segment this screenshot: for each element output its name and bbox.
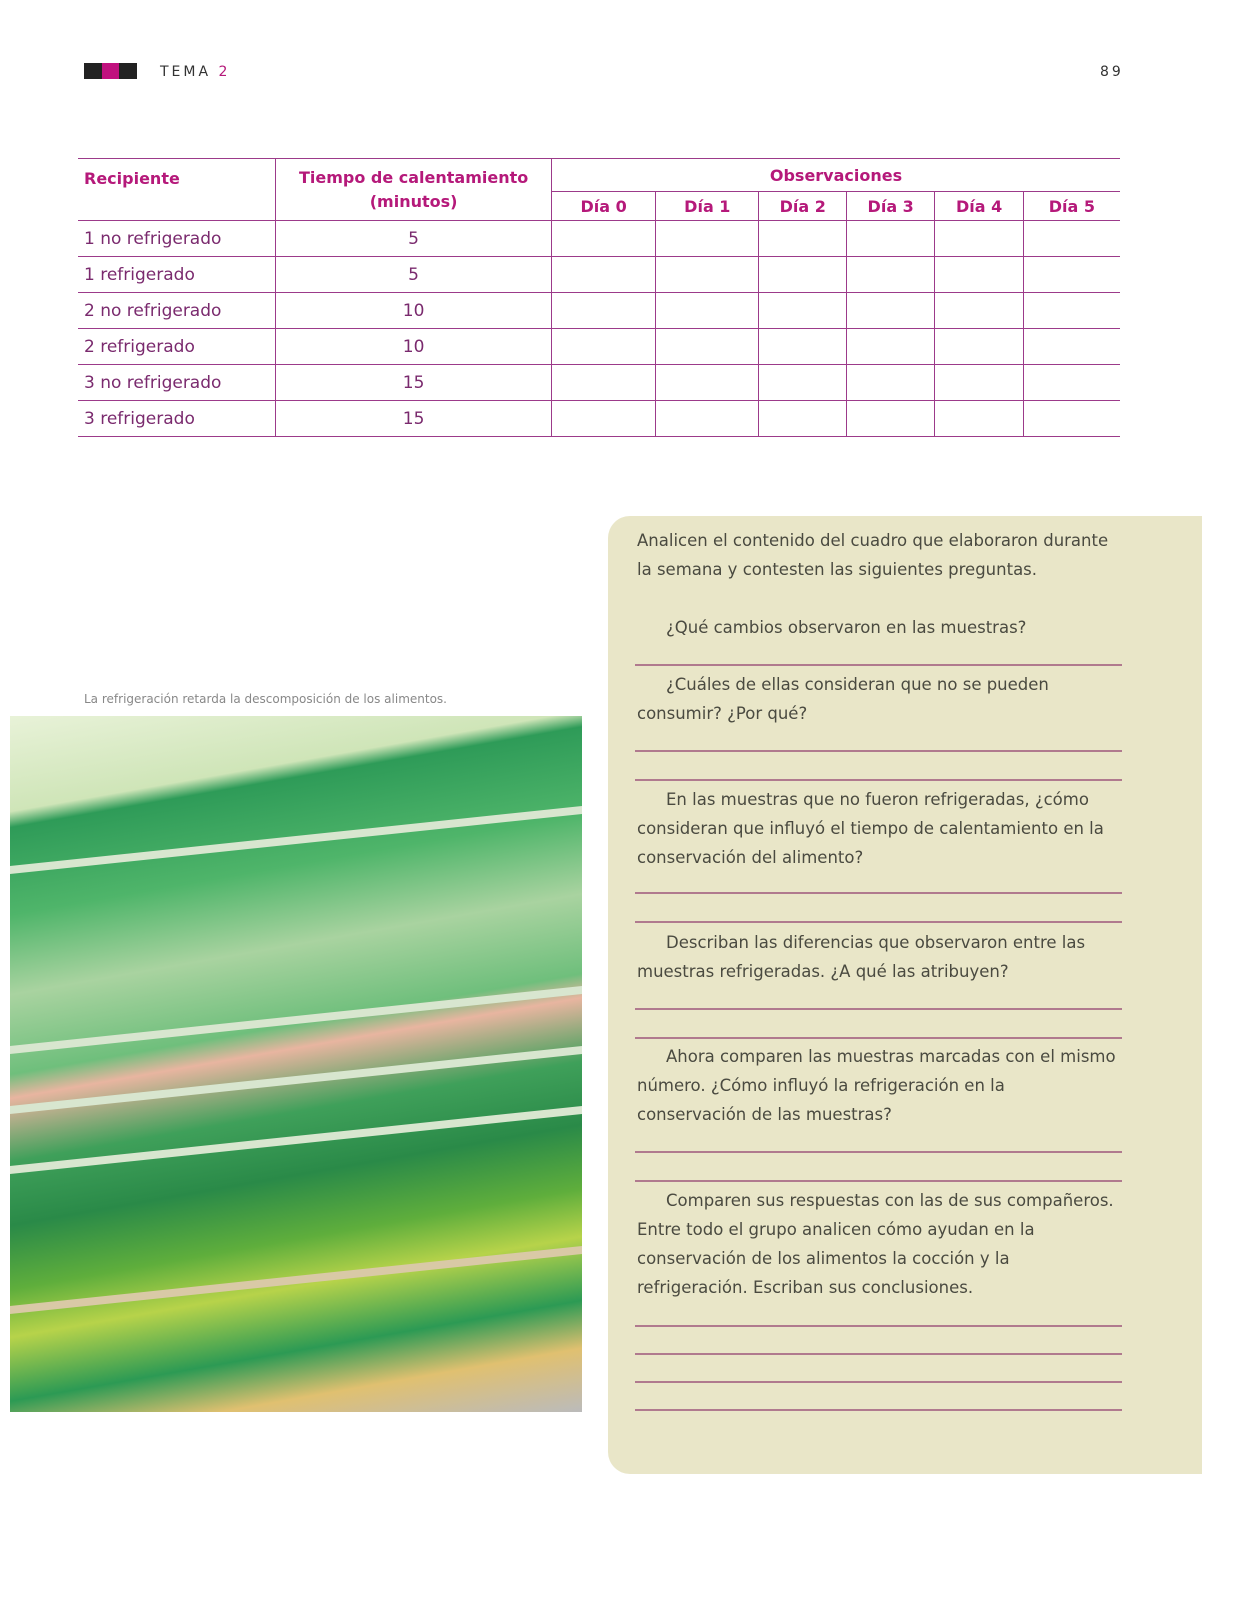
shelf [10, 1106, 582, 1174]
shelf [10, 1046, 582, 1114]
answer-line[interactable] [635, 664, 1122, 666]
question-4: Describan las diferencias que observaron entre las muestras refrigeradas. ¿A qué las atribuyen? [637, 933, 1086, 981]
observation-cell[interactable] [846, 257, 934, 293]
answer-line[interactable] [635, 779, 1122, 781]
activity-box [608, 516, 1202, 1474]
observation-cell[interactable] [935, 365, 1023, 401]
observation-cell[interactable] [1023, 221, 1120, 257]
table-row [78, 221, 1120, 257]
recipiente-cell: 1 refrigerado [78, 257, 276, 293]
observation-cell[interactable] [552, 401, 656, 437]
answer-line[interactable] [635, 1325, 1122, 1327]
observation-cell[interactable] [1023, 401, 1120, 437]
header-day: Día 1 [656, 192, 759, 221]
observation-cell[interactable] [656, 293, 759, 329]
observation-cell[interactable] [552, 221, 656, 257]
tiempo-cell: 10 [276, 293, 552, 329]
activity-intro: Analicen el contenido del cuadro que elaboraron durante la semana y contesten las siguientes preguntas. [637, 531, 1109, 579]
figure-caption: La refrigeración retarda la descomposición de los alimentos. [84, 692, 447, 706]
section-marker [102, 63, 119, 79]
observation-cell[interactable] [759, 293, 847, 329]
header-observaciones: Observaciones [552, 159, 1120, 192]
header-day: Día 3 [846, 192, 934, 221]
section-number: 2 [218, 64, 231, 80]
observation-cell[interactable] [1023, 257, 1120, 293]
table-row [78, 329, 1120, 365]
header-day: Día 5 [1023, 192, 1120, 221]
question-6: Comparen sus respuestas con las de sus compañeros. Entre todo el grupo analicen cómo ayudan en la conservación de los alimentos la cocción y la refrigeración. Escriban sus conclusiones. [637, 1191, 1114, 1297]
header-day: Día 4 [935, 192, 1023, 221]
observation-cell[interactable] [1023, 329, 1120, 365]
observation-cell[interactable] [759, 401, 847, 437]
observation-cell[interactable] [935, 221, 1023, 257]
table-row [78, 257, 1120, 293]
observation-cell[interactable] [656, 401, 759, 437]
table-row [78, 293, 1120, 329]
question-3: En las muestras que no fueron refrigeradas, ¿cómo consideran que influyó el tiempo de calentamiento en la conservación del alimento? [637, 790, 1104, 867]
observation-cell[interactable] [935, 293, 1023, 329]
recipiente-cell: 3 no refrigerado [78, 365, 276, 401]
observation-cell[interactable] [935, 329, 1023, 365]
section-marker [119, 63, 137, 79]
section-label [160, 64, 230, 80]
observation-cell[interactable] [552, 329, 656, 365]
observation-cell[interactable] [552, 257, 656, 293]
observation-cell[interactable] [759, 221, 847, 257]
answer-line[interactable] [635, 1008, 1122, 1010]
answer-line[interactable] [635, 1381, 1122, 1383]
observation-cell[interactable] [846, 401, 934, 437]
page-number: 89 [1100, 64, 1124, 80]
observation-cell[interactable] [552, 293, 656, 329]
observation-cell[interactable] [846, 293, 934, 329]
observation-cell[interactable] [759, 365, 847, 401]
header-tiempo-unit: (minutos) [369, 191, 458, 211]
observation-cell[interactable] [656, 365, 759, 401]
header-tiempo-label: Tiempo de calentamiento [298, 167, 529, 187]
question-5: Ahora comparen las muestras marcadas con el mismo número. ¿Cómo influyó la refrigeración en la conservación de las muestras? [637, 1047, 1116, 1124]
recipiente-cell: 3 refrigerado [78, 401, 276, 437]
observation-cell[interactable] [656, 329, 759, 365]
answer-line[interactable] [635, 1151, 1122, 1153]
observation-cell[interactable] [656, 257, 759, 293]
answer-line[interactable] [635, 750, 1122, 752]
recipiente-cell: 1 no refrigerado [78, 221, 276, 257]
tiempo-cell: 15 [276, 365, 552, 401]
header-recipiente: Recipiente [78, 159, 276, 221]
tiempo-cell: 10 [276, 329, 552, 365]
header-day: Día 0 [552, 192, 656, 221]
observation-cell[interactable] [846, 365, 934, 401]
table-row [78, 365, 1120, 401]
section-marker [84, 63, 102, 79]
answer-line[interactable] [635, 1409, 1122, 1411]
observation-cell[interactable] [846, 221, 934, 257]
question-1: ¿Qué cambios observaron en las muestras? [666, 618, 1027, 637]
table-row [78, 401, 1120, 437]
observation-cell[interactable] [1023, 365, 1120, 401]
observation-cell[interactable] [846, 329, 934, 365]
tiempo-cell: 5 [276, 221, 552, 257]
answer-line[interactable] [635, 1037, 1122, 1039]
observation-cell[interactable] [656, 221, 759, 257]
recipiente-cell: 2 refrigerado [78, 329, 276, 365]
shelf [10, 1246, 582, 1314]
header-tiempo [276, 159, 552, 221]
header-day: Día 2 [759, 192, 847, 221]
tiempo-cell: 15 [276, 401, 552, 437]
answer-line[interactable] [635, 921, 1122, 923]
answer-line[interactable] [635, 892, 1122, 894]
answer-line[interactable] [635, 1180, 1122, 1182]
shelf [10, 986, 582, 1054]
observation-cell[interactable] [552, 365, 656, 401]
observation-cell[interactable] [935, 401, 1023, 437]
recipiente-cell: 2 no refrigerado [78, 293, 276, 329]
shelf [10, 806, 582, 874]
observation-cell[interactable] [759, 329, 847, 365]
observations-table [78, 158, 1120, 437]
supermarket-refrigerator-photo [10, 716, 582, 1412]
question-2: ¿Cuáles de ellas consideran que no se pueden consumir? ¿Por qué? [637, 675, 1049, 723]
section-title: TEMA [160, 64, 212, 80]
tiempo-cell: 5 [276, 257, 552, 293]
observation-cell[interactable] [935, 257, 1023, 293]
observation-cell[interactable] [759, 257, 847, 293]
answer-line[interactable] [635, 1353, 1122, 1355]
observation-cell[interactable] [1023, 293, 1120, 329]
